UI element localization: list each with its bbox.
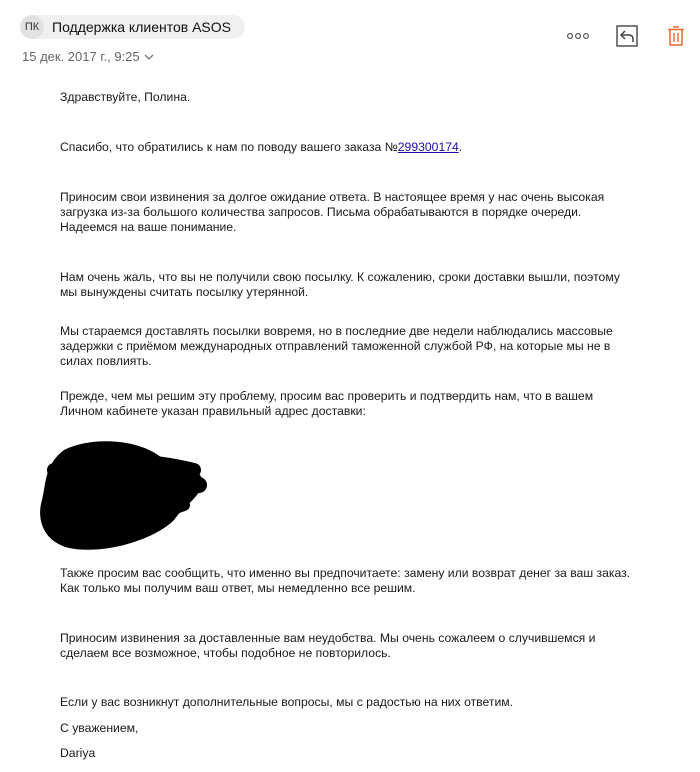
more-button[interactable]: [564, 22, 592, 50]
lost-parcel-paragraph: Нам очень жаль, что вы не получили свою посылку. К сожалению, сроки доставки вышли, поэтому мы вынуждены считать посылку утерянной.: [60, 270, 620, 299]
thanks-suffix: .: [458, 140, 463, 154]
message-date-text: 15 дек. 2017 г., 9:25: [22, 49, 140, 64]
verify-address-paragraph: Прежде, чем мы решим эту проблему, просим вас проверить и подтвердить нам, что в вашем Личном кабинете указан правильный адрес доставки:: [60, 389, 594, 418]
chevron-down-icon: [144, 52, 154, 62]
reply-icon: [616, 25, 638, 47]
apology-inconvenience-paragraph: Приносим извинения за доставленные вам неудобства. Мы очень сожалеем о случившемся и сделаем все возможное, чтобы подобное не повторилось.: [60, 631, 596, 660]
signature-text: Dariya: [60, 746, 96, 760]
customs-delay-paragraph: Мы стараемся доставлять посылки вовремя, но в последние две недели наблюдались массовые задержки с приёмом международных отправлений таможенной службой РФ, на которые мы не в силах повлиять.: [60, 324, 613, 368]
trash-icon: [667, 25, 685, 47]
apology-wait-paragraph: Приносим свои извинения за долгое ожидание ответа. В настоящее время у нас очень высокая загрузка из-за большого количества запросов. Письма обрабатываются в порядке очереди. Надеемся на ваше понимание.: [60, 190, 605, 234]
redacted-address: [34, 430, 209, 555]
message-date[interactable]: [22, 49, 154, 64]
sender-name: Поддержка клиентов ASOS: [52, 19, 231, 35]
sender-chip[interactable]: [20, 15, 245, 39]
choose-option-paragraph: Также просим вас сообщить, что именно вы предпочитаете: замену или возврат денег за ваш заказ. Как только мы получим ваш ответ, мы немедленно все решим.: [60, 566, 631, 595]
reply-button[interactable]: [613, 22, 641, 50]
thanks-paragraph: [60, 140, 638, 155]
more-dots-icon: [567, 32, 589, 40]
thanks-prefix: Спасибо, что обратились к нам по поводу вашего заказа №: [60, 140, 398, 154]
greeting-text: Здравствуйте, Полина.: [60, 90, 191, 104]
delete-button[interactable]: [662, 22, 690, 50]
order-number-link[interactable]: 299300174: [397, 140, 459, 154]
questions-paragraph: Если у вас возникнут дополнительные вопросы, мы с радостью на них ответим.: [60, 695, 514, 709]
avatar: ПК: [20, 15, 44, 39]
regards-text: С уважением,: [60, 721, 139, 735]
